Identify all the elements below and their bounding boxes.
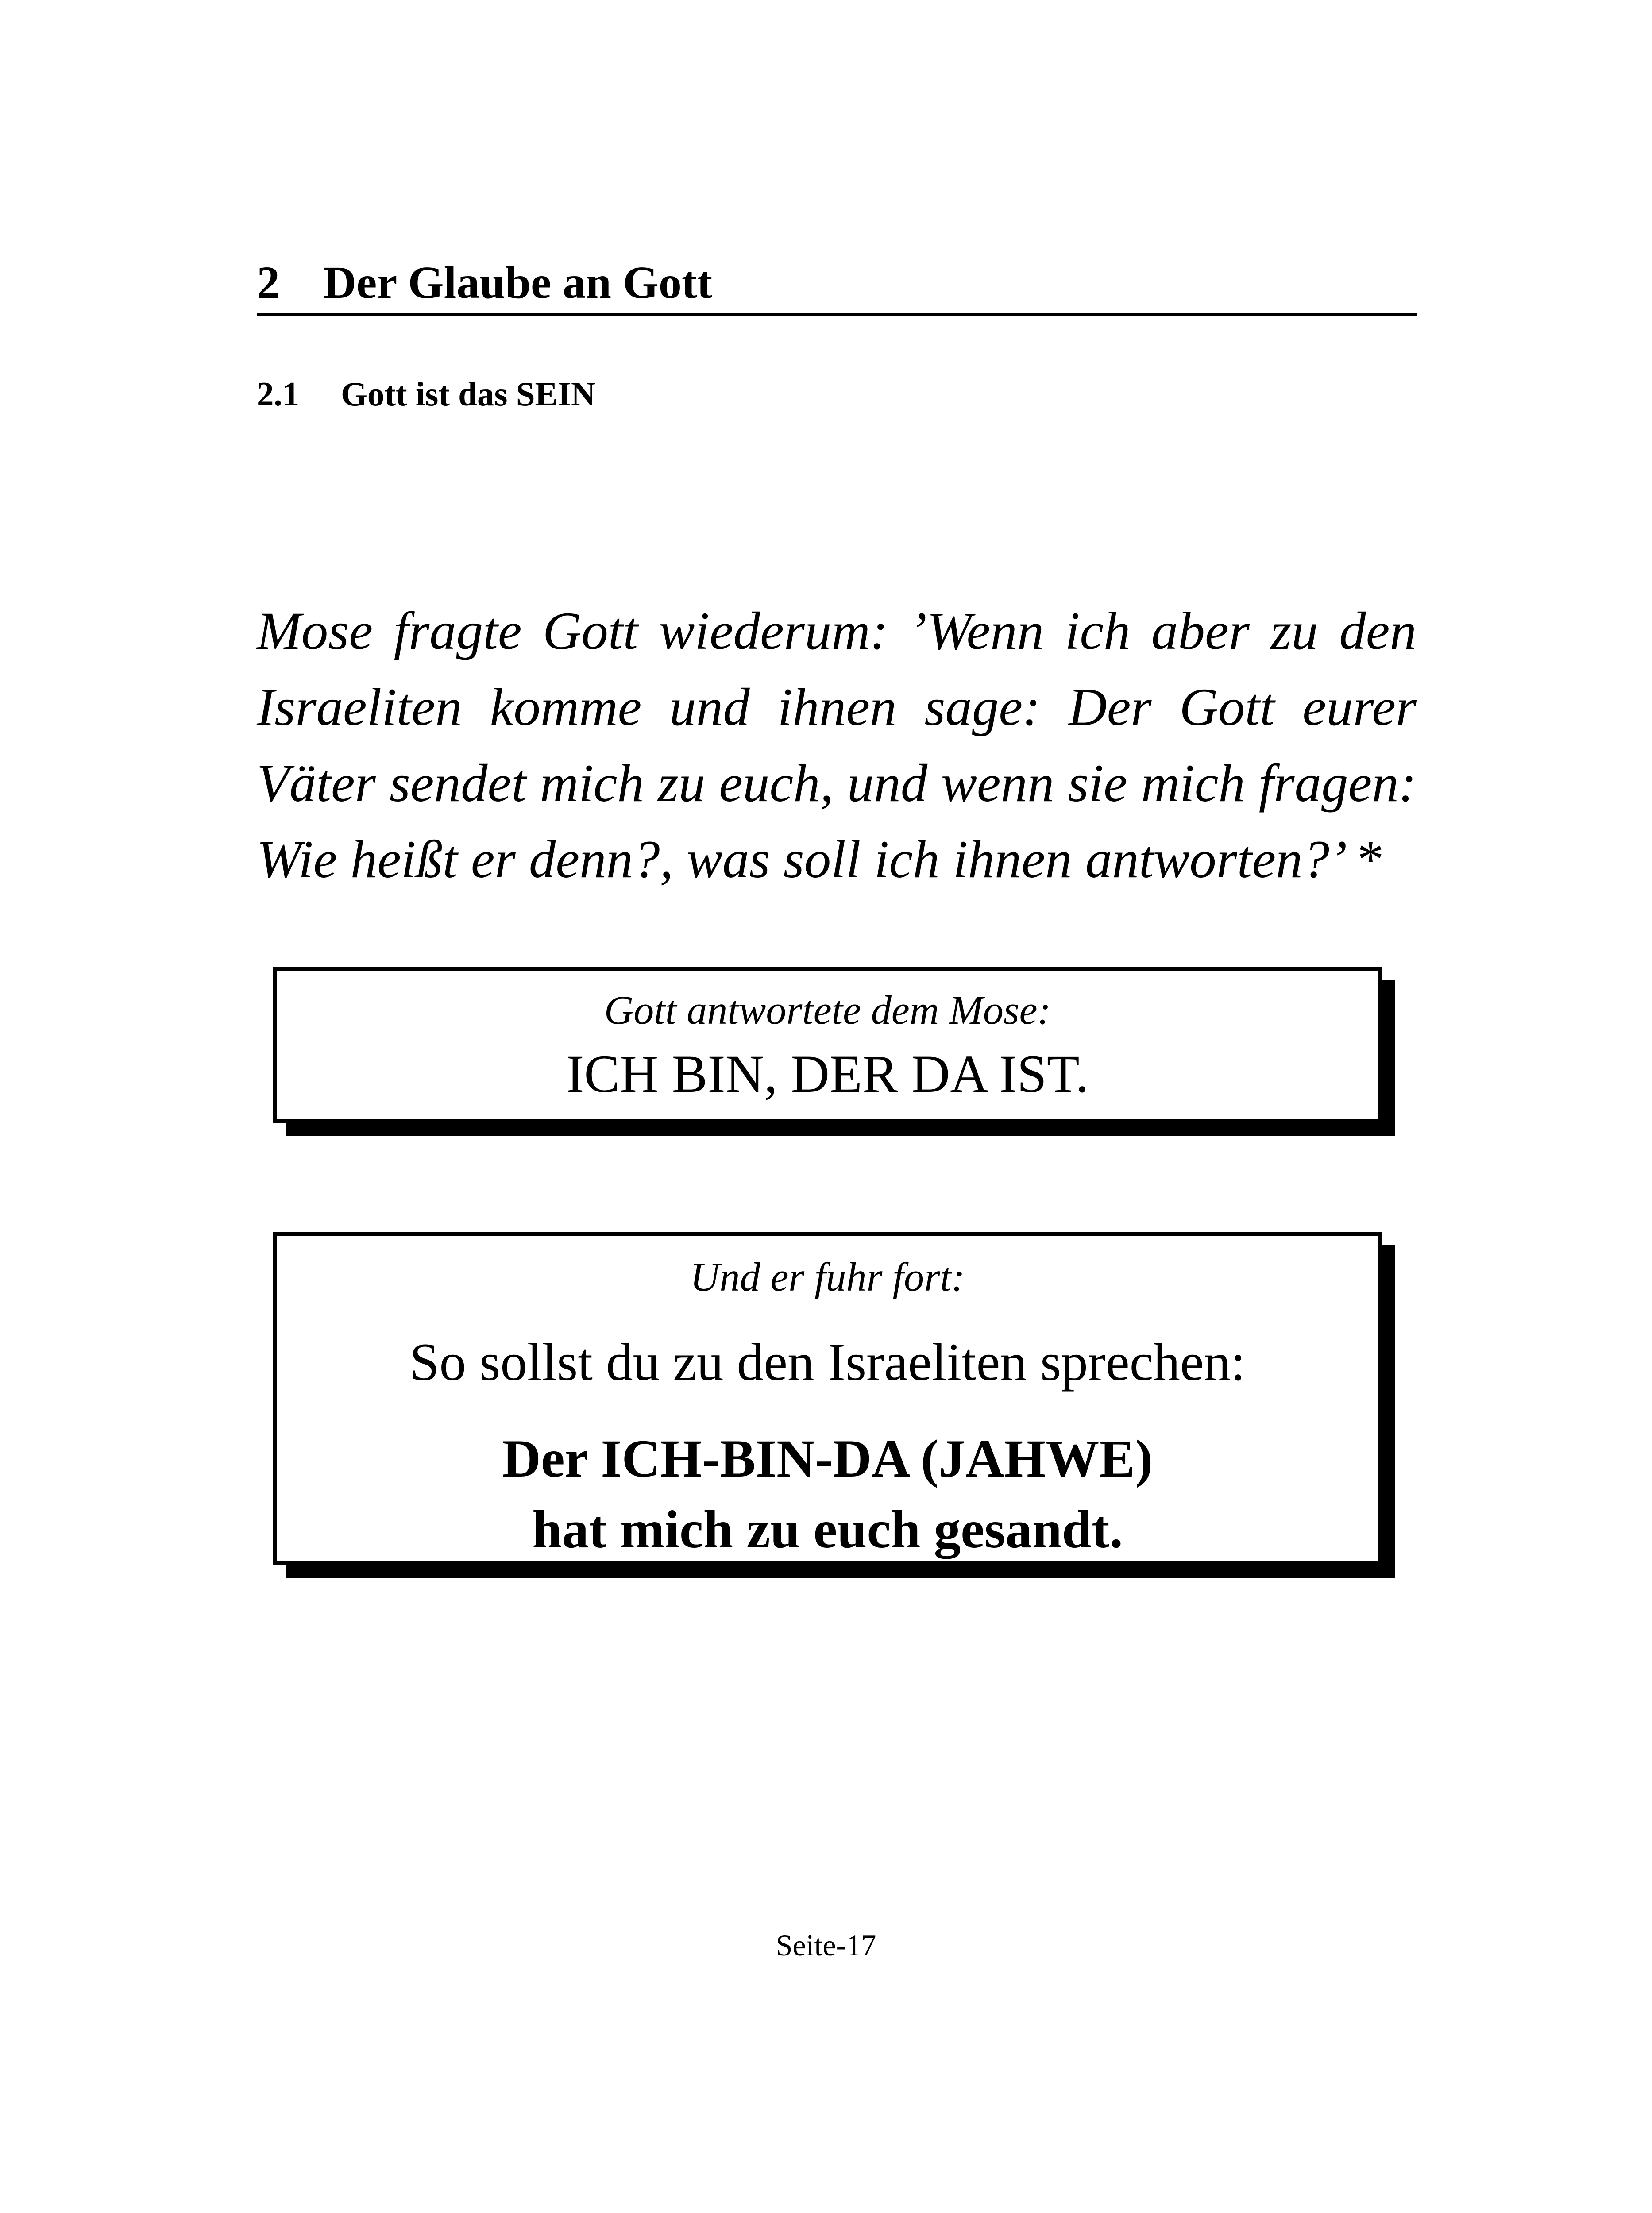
answer-intro: Gott antwortete dem Mose:	[604, 987, 1051, 1033]
bible-quote: Mose fragte Gott wiederum: ’Wenn ich aber zu den Israeliten komme und ihnen sage: Der Gott eurer Väter sendet mich zu euch, und wenn sie mich fragen: Wie heißt er denn?, was soll ich ihnen antworten?’ *	[257, 601, 1417, 889]
continuation-bold	[277, 1423, 1378, 1565]
subsection-heading	[257, 370, 595, 418]
section-number: 2	[257, 257, 280, 308]
continuation-bold-line-2: hat mich zu euch gesandt.	[532, 1500, 1123, 1559]
section-title: Der Glaube an Gott	[323, 257, 713, 308]
subsection-number: 2.1	[257, 375, 300, 413]
continuation-box	[273, 1232, 1382, 1565]
continuation-line: So sollst du zu den Israeliten sprechen:	[409, 1333, 1246, 1392]
page-number: Seite-17	[776, 1928, 876, 1962]
subsection-title: Gott ist das SEIN	[341, 375, 596, 413]
answer-main: ICH BIN, DER DA IST.	[566, 1045, 1089, 1104]
continuation-bold-line-1: Der ICH-BIN-DA (JAHWE)	[502, 1429, 1153, 1488]
continuation-intro: Und er fuhr fort:	[690, 1254, 965, 1299]
section-heading	[257, 250, 1417, 316]
answer-box	[273, 967, 1382, 1123]
